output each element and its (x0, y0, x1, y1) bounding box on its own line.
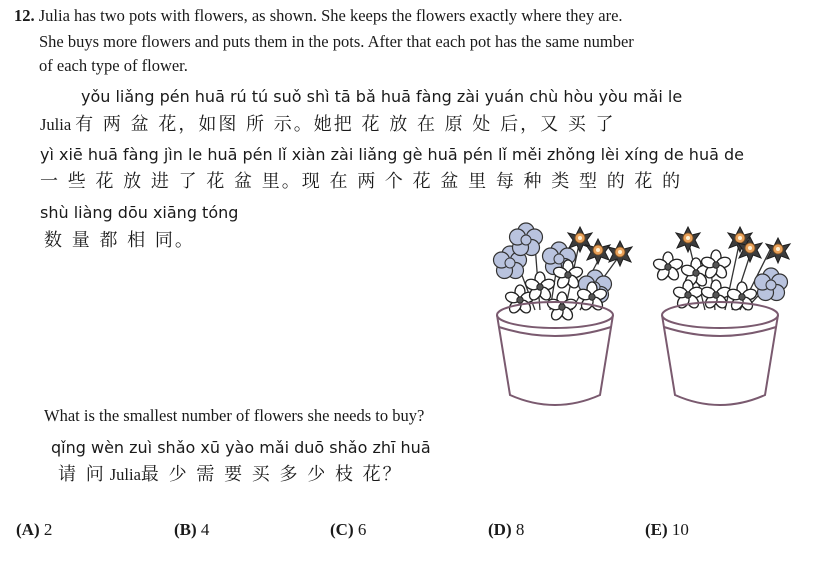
ask-pinyin: qǐng wèn zuì shǎo xū yào mǎi duō shǎo zhī huā (51, 438, 431, 457)
question-number: 12. (14, 6, 35, 25)
question-line-3: of each type of flower. (39, 56, 188, 75)
question-line-2: She buys more flowers and puts them in the pots. After that each pot has the same number (39, 32, 634, 51)
pinyin-line-2: yì xiē huā fàng jìn le huā pén lǐ xiàn zài liǎng gè huā pén lǐ měi zhǒng lèi xíng de huā de (40, 145, 744, 164)
ask-hanzi-name: Julia (109, 465, 141, 484)
question-text-1: Julia has two pots with flowers, as shown. She keeps the flowers exactly where they are. (38, 6, 623, 25)
option-d-letter: (D) (488, 520, 512, 539)
right-pot (652, 227, 790, 405)
hanzi-name-julia: Julia (40, 115, 72, 134)
option-d-value: 8 (515, 520, 525, 539)
hanzi-line-2: 一 些 花 放 进 了 花 盆 里。现 在 两 个 花 盆 里 每 种 类 型 的 花 的 (40, 171, 683, 192)
ask-hanzi-b: 最 少 需 要 买 多 少 枝 花？ (140, 464, 403, 485)
option-b-letter: (B) (174, 520, 197, 539)
option-e-letter: (E) (645, 520, 668, 539)
ask-hanzi-a: 请 问 (58, 464, 106, 485)
flower-pots-figure (480, 215, 820, 415)
option-a-letter: (A) (16, 520, 40, 539)
hanzi-text-1: 有 两 盆 花，如图 所 示。她把 花 放 在 原 处 后，又 买 了 (75, 114, 616, 135)
option-c-value: 6 (357, 520, 367, 539)
pinyin-line-1: yǒu liǎng pén huā rú tú suǒ shì tā bǎ huā fàng zài yuán chù hòu yòu mǎi le (81, 87, 683, 106)
pinyin-line-3: shù liàng dōu xiāng tóng (40, 203, 239, 222)
option-d[interactable] (488, 520, 524, 540)
option-e[interactable] (645, 520, 689, 540)
left-pot (494, 223, 633, 405)
question-line-1 (14, 6, 623, 26)
option-b-value: 4 (200, 520, 210, 539)
option-c-letter: (C) (330, 520, 354, 539)
ask-hanzi (58, 460, 403, 486)
option-b[interactable] (174, 520, 209, 540)
option-c[interactable] (330, 520, 366, 540)
hanzi-line-3: 数 量 都 相 同。 (44, 230, 195, 251)
option-a-value: 2 (43, 520, 53, 539)
hanzi-line-1 (40, 110, 616, 136)
ask-english: What is the smallest number of flowers she needs to buy? (44, 406, 425, 425)
option-e-value: 10 (671, 520, 689, 539)
option-a[interactable] (16, 520, 52, 540)
